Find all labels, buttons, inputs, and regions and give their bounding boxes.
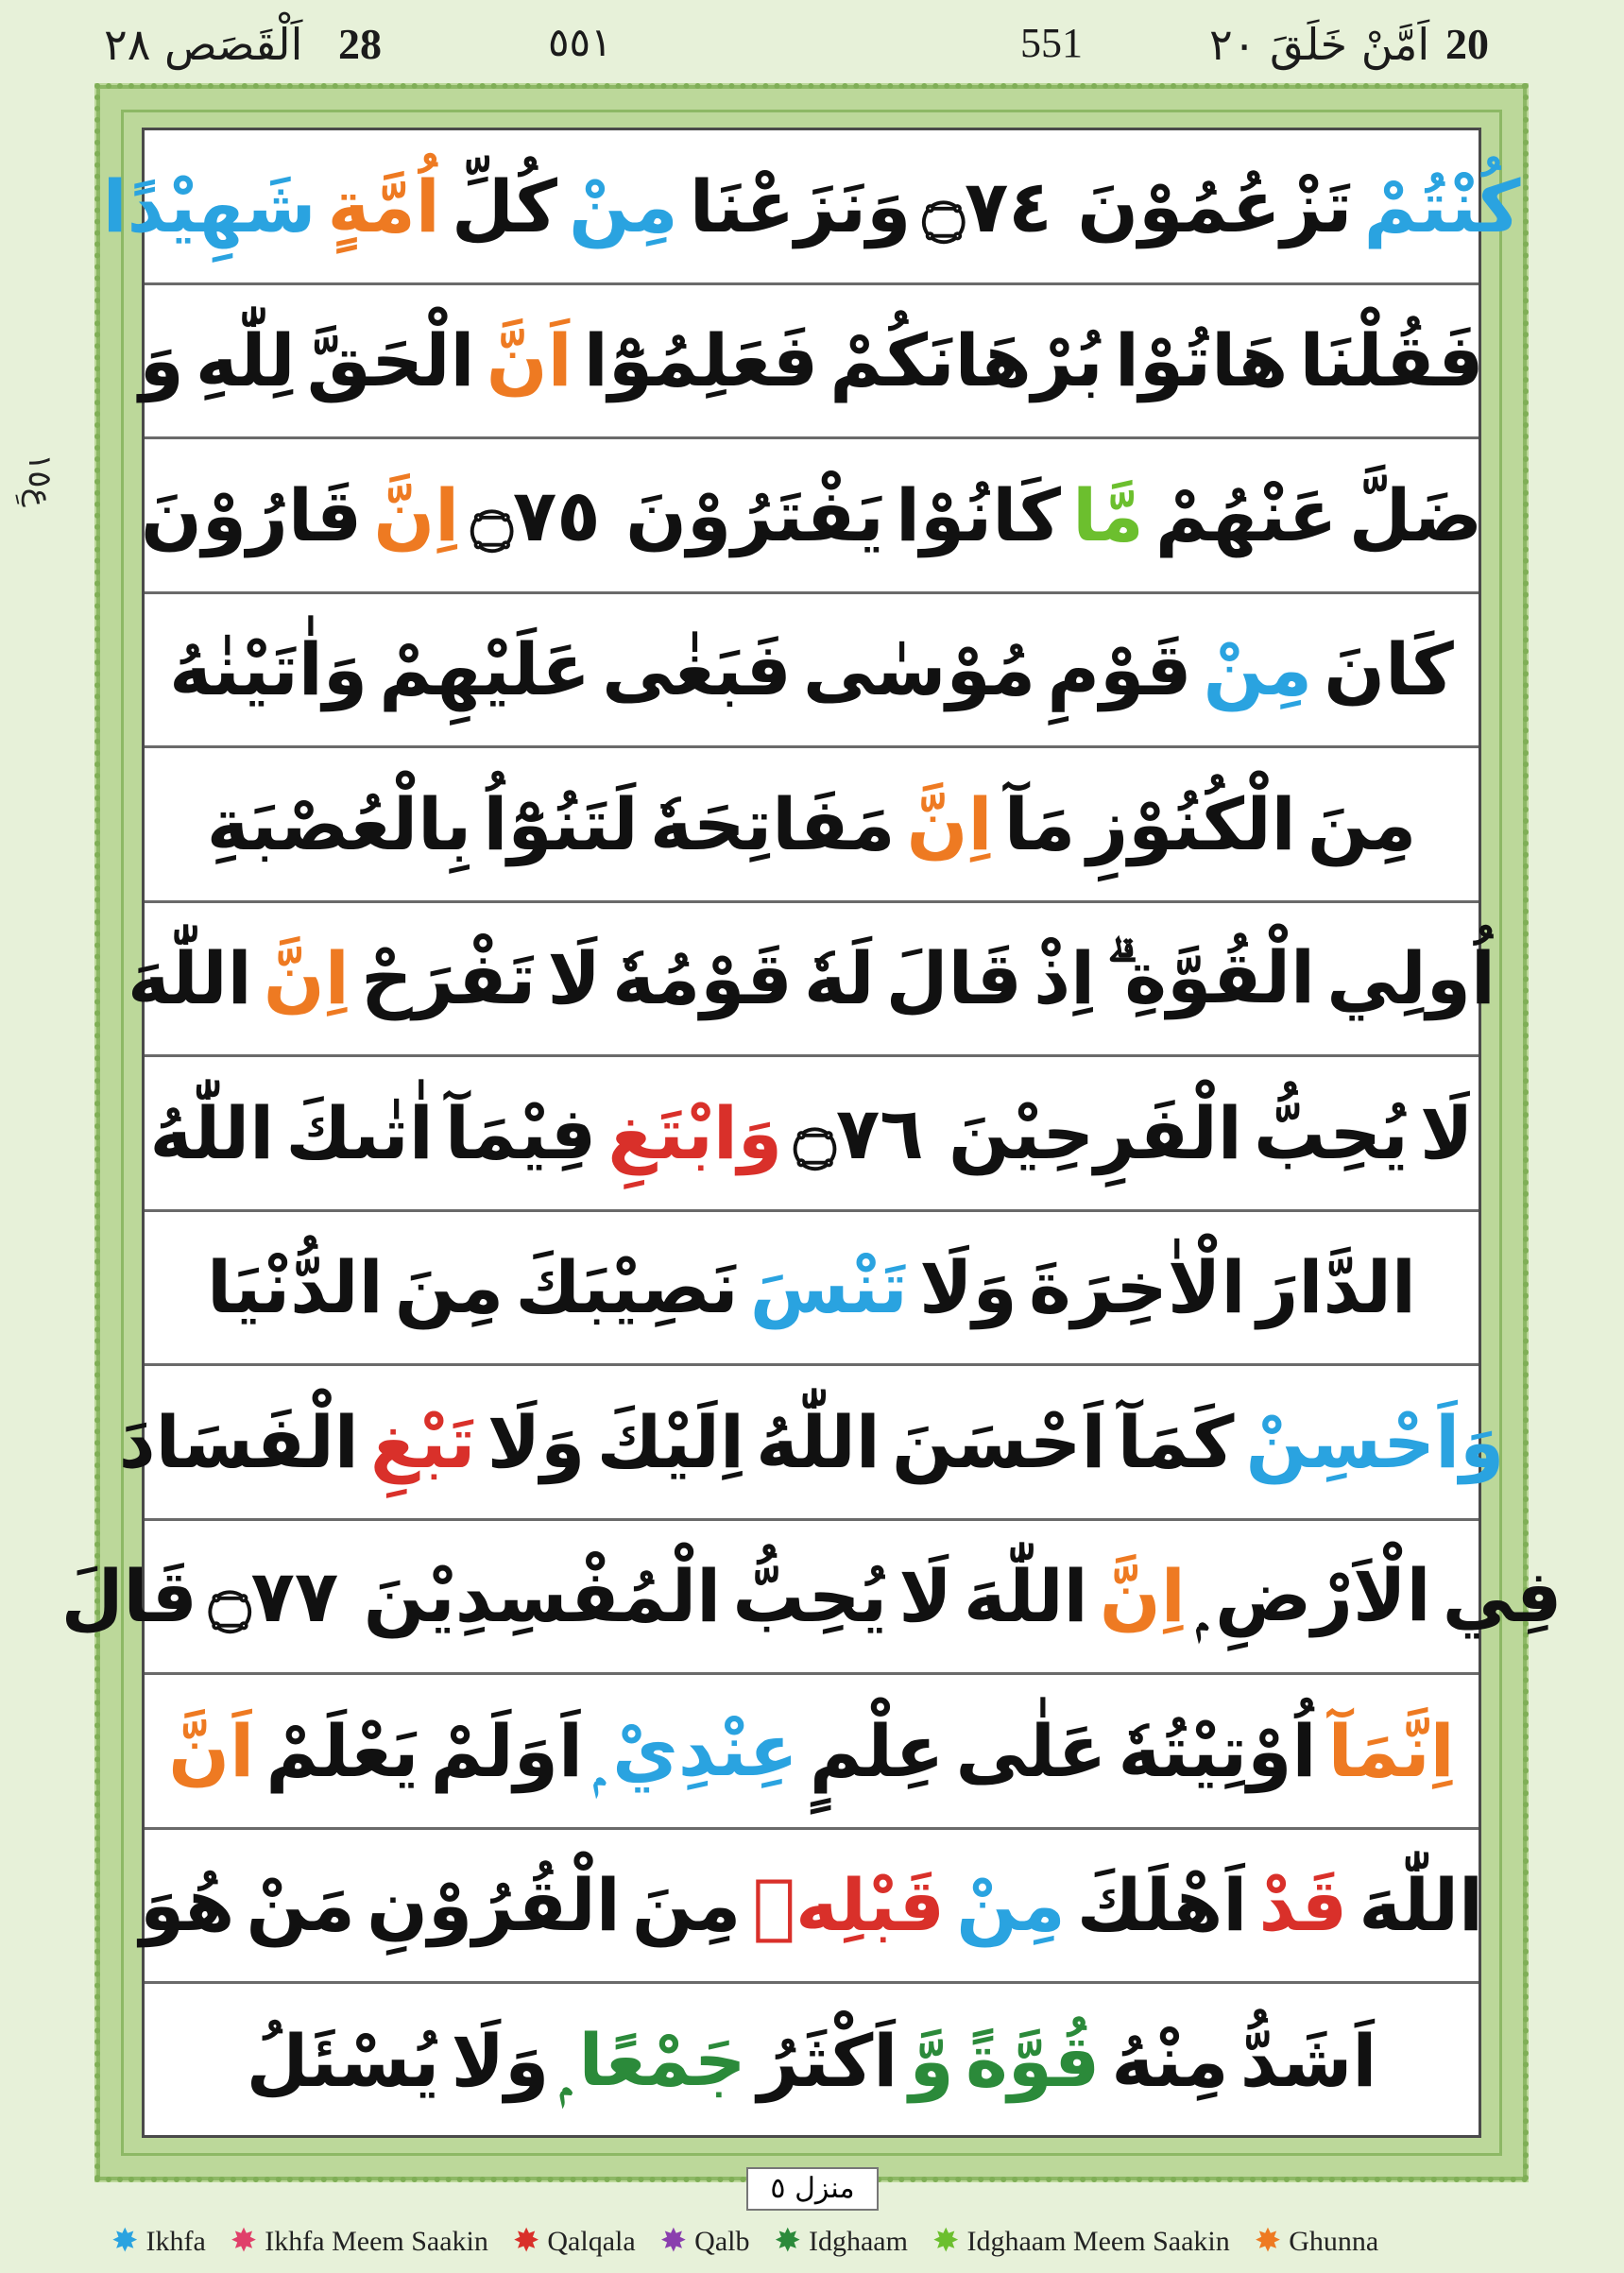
verse-word: الْفَرِحِيْنَ ۝٧٦ xyxy=(794,1090,1242,1175)
verse-word: الدُّنْيَا xyxy=(207,1245,384,1330)
verse-word: الْقُوَّةِ ۗ xyxy=(1106,935,1316,1020)
star-icon: ✸ xyxy=(1254,2224,1282,2259)
verse-line xyxy=(139,285,1484,440)
tajweed-legend xyxy=(111,2220,1378,2264)
page-number: 551 xyxy=(1020,20,1083,66)
verse-word: الدَّارَ xyxy=(1256,1245,1416,1330)
legend-label: Idghaam xyxy=(809,2226,908,2257)
verse-word: لَتَنُوْٓاُ xyxy=(483,781,639,866)
quran-text-area xyxy=(60,128,1563,2138)
page-number-arabic: ٥٥١ xyxy=(548,19,612,65)
verse-word: يُسْئَلُ xyxy=(246,2019,440,2104)
verse-word: اِنَّمَآ xyxy=(1327,1708,1455,1793)
legend-label: Qalqala xyxy=(547,2226,636,2257)
verse-word: عَنْهُمْ xyxy=(1154,472,1338,557)
verse-word: اَشَدُّ xyxy=(1239,2019,1377,2104)
verse-word: فَعَلِمُوْٓا xyxy=(583,318,819,403)
verse-word: فِيْمَآ xyxy=(444,1090,597,1175)
verse-word: لِلّٰهِ xyxy=(195,318,296,403)
verse-line xyxy=(145,1675,1479,1830)
verse-word: مَفَاتِحَهٗ xyxy=(649,781,896,866)
verse-word: فِي xyxy=(1442,1554,1563,1639)
verse-word: عِلْمٍ xyxy=(809,1708,945,1793)
verse-word: فَبَغٰى xyxy=(602,627,792,712)
legend-label: Ikhfa xyxy=(145,2226,206,2257)
verse-word: مَآ xyxy=(1003,781,1076,866)
verse-word: عَلَيْهِمْ xyxy=(379,627,590,712)
verse-word: مِنَ xyxy=(631,1863,742,1948)
verse-word: قَبْلِهٖ xyxy=(752,1863,946,1948)
verse-word: تَفْرَحْ xyxy=(360,936,537,1021)
verse-word: كُنْتُمْ xyxy=(1363,163,1521,248)
verse-word: مِنَ xyxy=(1307,781,1417,866)
verse-word: الْقُرُوْنِ xyxy=(367,1863,621,1948)
legend-item xyxy=(660,2226,750,2258)
legend-item xyxy=(932,2226,1230,2258)
verse-word: اَكْثَرُ xyxy=(757,2019,898,2104)
verse-word: قَوْمِ xyxy=(1047,627,1192,712)
verse-line xyxy=(139,1830,1484,1985)
verse-word: الْمُفْسِدِيْنَ ۝٧٧ xyxy=(209,1554,722,1639)
verse-word: مَنْ xyxy=(246,1863,355,1948)
verse-line xyxy=(128,903,1496,1058)
verse-word: لَا xyxy=(898,1554,952,1639)
verse-word: قَالَ xyxy=(885,936,1022,1021)
legend-label: Ikhfa Meem Saakin xyxy=(265,2226,488,2257)
verse-word: الْفَسَادَ xyxy=(118,1399,359,1484)
verse-word: مَّا xyxy=(1072,472,1144,557)
verse-word: قَدْ xyxy=(1258,1863,1348,1948)
verse-word: تَنْسَ xyxy=(749,1245,908,1330)
verse-word: وَ xyxy=(139,318,184,403)
legend-item xyxy=(111,2226,206,2258)
verse-word: عِنْدِيْ ۭ xyxy=(594,1707,798,1792)
legend-label: Ghunna xyxy=(1289,2226,1379,2257)
verse-word: اَنَّ xyxy=(486,318,573,403)
verse-word: الْحَقَّ xyxy=(306,318,475,403)
verse-word: قَوْمُهٗ xyxy=(612,936,793,1021)
verse-word: قَالَ xyxy=(60,1554,197,1639)
star-icon: ✸ xyxy=(111,2224,139,2259)
surah-name: اَلْقَصَص ٢٨ xyxy=(104,19,303,70)
verse-word: وَّ xyxy=(909,2019,954,2104)
verse-word: كَمَآ xyxy=(1117,1399,1235,1484)
verse-word: اُوْتِيْتُهٗ xyxy=(1118,1708,1317,1793)
verse-word: وَاَحْسِنْ xyxy=(1245,1399,1505,1484)
verse-word: تَبْغِ xyxy=(369,1399,476,1484)
verse-word: كَانَ xyxy=(1324,627,1454,712)
verse-word: اللّٰهَ xyxy=(964,1554,1088,1639)
manzil-label: منزل ٥ xyxy=(746,2167,879,2211)
verse-word: بُرْهَانَكُمْ xyxy=(829,318,1103,403)
verse-word: اِنَّ xyxy=(1099,1554,1186,1639)
verse-word: هُوَ xyxy=(139,1863,235,1948)
legend-item xyxy=(775,2226,908,2258)
legend-item xyxy=(1255,2226,1378,2258)
verse-word: يَعْلَمْ xyxy=(265,1708,419,1793)
star-icon: ✸ xyxy=(512,2224,540,2259)
verse-word: هَاتُوْا xyxy=(1114,318,1289,403)
juz-name: اَمَّنْ خَلَقَ ٢٠ xyxy=(1209,19,1430,70)
verse-word: يُحِبُّ xyxy=(1253,1090,1409,1175)
verse-word: اللّٰهُ xyxy=(149,1090,275,1175)
verse-word: شَهِيْدًا xyxy=(102,163,316,248)
verse-word: كَانُوْا xyxy=(895,472,1061,557)
verse-word: الْاَرْضِ ۭ xyxy=(1196,1553,1431,1638)
legend-item xyxy=(513,2226,636,2258)
verse-word: اِنَّ xyxy=(906,781,993,866)
verse-word: اِلَيْكَ xyxy=(596,1399,744,1484)
verse-word: يُحِبُّ xyxy=(732,1554,888,1639)
verse-word: بِالْعُصْبَةِ xyxy=(206,781,472,866)
verse-word: اِنَّ xyxy=(373,472,460,557)
verse-word: اللّٰهُ xyxy=(756,1399,880,1484)
star-icon: ✸ xyxy=(932,2224,960,2259)
verse-word: قَارُوْنَ xyxy=(140,472,363,557)
verse-word: الْاٰخِرَةَ xyxy=(1028,1245,1246,1330)
legend-item xyxy=(231,2226,488,2258)
verse-line xyxy=(118,1366,1505,1521)
verse-word: عَلٰى xyxy=(955,1708,1107,1793)
verse-word: مُوْسٰى xyxy=(802,627,1036,712)
verse-word: اَحْسَنَ xyxy=(892,1399,1106,1484)
verse-word: قُوَّةً xyxy=(965,2019,1101,2104)
verse-word: لَا xyxy=(547,936,601,1021)
verse-line xyxy=(145,1057,1479,1212)
verse-word: فَقُلْنَا xyxy=(1299,318,1484,403)
verse-word: اِذْ xyxy=(1034,936,1096,1021)
verse-line xyxy=(140,439,1483,594)
legend-label: Qalb xyxy=(694,2226,750,2257)
verse-line xyxy=(145,1212,1479,1367)
verse-word: اِنَّ xyxy=(263,936,350,1021)
verse-word: اَنَّ xyxy=(168,1708,255,1793)
verse-word: كُلِّ xyxy=(451,163,558,248)
verse-line xyxy=(145,748,1479,903)
verse-word: وَنَزَعْنَا xyxy=(689,163,912,248)
verse-word: اللّٰهَ xyxy=(1359,1863,1484,1948)
verse-word: وَلَا xyxy=(487,1399,586,1484)
verse-word: ضَلَّ xyxy=(1348,472,1483,557)
verse-word: الْكُنُوْزِ xyxy=(1086,781,1296,866)
verse-word: وَلَا xyxy=(451,2019,550,2104)
verse-line xyxy=(60,1521,1563,1676)
verse-word: لَهٗ xyxy=(803,936,875,1021)
star-icon: ✸ xyxy=(659,2224,688,2259)
juz-number: 20 xyxy=(1445,20,1489,68)
verse-line xyxy=(145,594,1479,749)
verse-word: لَا xyxy=(1419,1090,1474,1175)
verse-word: اُولِي xyxy=(1326,936,1496,1021)
verse-word: مِنْهُ xyxy=(1111,2019,1229,2104)
verse-word: يَفْتَرُوْنَ ۝٧٥ xyxy=(470,472,884,557)
verse-word: مِنْ xyxy=(569,163,678,248)
legend-label: Idghaam Meem Saakin xyxy=(966,2226,1230,2257)
verse-word: اُمَّةٍ xyxy=(327,163,440,248)
star-icon: ✸ xyxy=(230,2224,258,2259)
verse-word: جَمْعًا ۭ xyxy=(560,2018,746,2103)
verse-word: اَهْلَكَ xyxy=(1076,1863,1248,1948)
verse-word: وَاٰتَيْنٰهُ xyxy=(169,627,368,712)
surah-number: 28 xyxy=(338,20,382,68)
star-icon: ✸ xyxy=(774,2224,801,2259)
verse-word: مِنْ xyxy=(956,1863,1066,1948)
verse-line xyxy=(102,130,1521,285)
verse-word: وَابْتَغِ xyxy=(607,1090,783,1175)
verse-word: اَوَلَمْ xyxy=(430,1708,584,1793)
verse-word: نَصِيْبَكَ xyxy=(515,1245,739,1330)
verse-line xyxy=(145,1984,1479,2139)
verse-word: تَزْعُمُوْنَ ۝٧٤ xyxy=(922,163,1353,248)
verse-word: مِنَ xyxy=(394,1245,504,1330)
ruku-mark: عِ١٥ xyxy=(21,453,59,507)
verse-word: مِنْ xyxy=(1203,627,1313,712)
verse-word: اللّٰهَ xyxy=(128,936,252,1021)
verse-word: اٰتٰىكَ xyxy=(285,1090,434,1175)
verse-word: وَلَا xyxy=(918,1245,1017,1330)
